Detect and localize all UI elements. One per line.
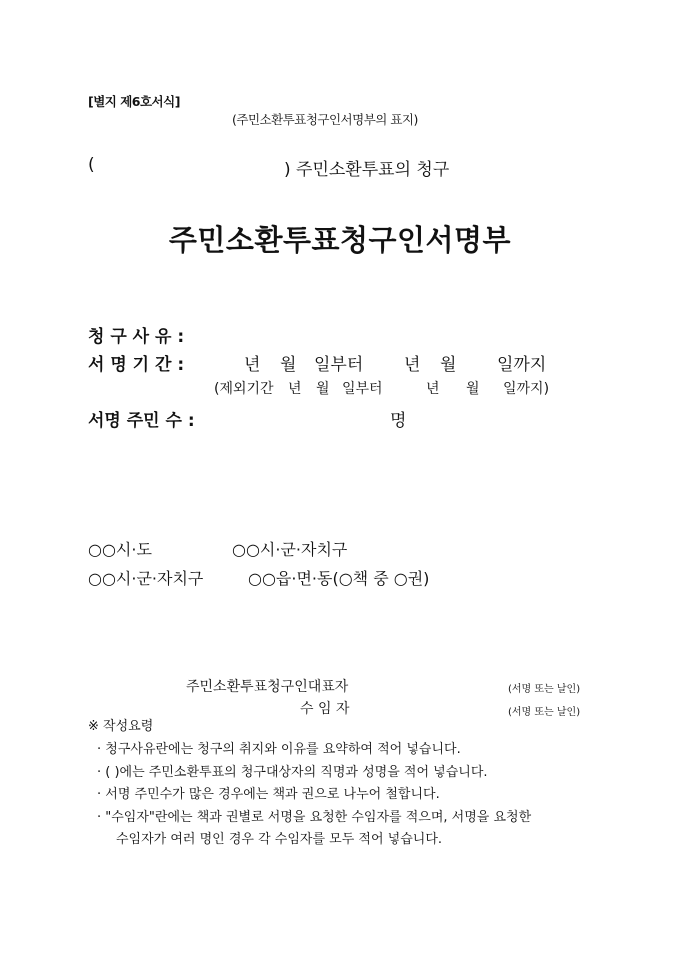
period-day-start: 일부터 (314, 355, 364, 375)
signers-label: 서명 주민 수 : (88, 411, 195, 431)
agent-label: 수 임 자 (300, 701, 350, 717)
representative-signature-note: (서명 또는 날인) (508, 684, 581, 695)
instruction-item: · 서명 주민수가 많은 경우에는 책과 권으로 나누어 철합니다. (97, 787, 440, 802)
representative-label: 주민소환투표청구인대표자 (186, 679, 349, 695)
location-province: ○○시·도 (88, 540, 152, 559)
petition-open-paren: ( (88, 155, 95, 175)
form-number: [별지 제6호서식] (88, 94, 180, 109)
document-title: 주민소환투표청구인서명부 (168, 223, 512, 257)
excluded-period-label: (제외기간 (214, 381, 274, 397)
period-year-start: 년 (244, 355, 261, 375)
instruction-item: · "수임자"란에는 책과 권별로 서명을 요청한 수임자를 적으며, 서명을 요청한 (97, 810, 532, 825)
agent-signature-note: (서명 또는 날인) (508, 707, 581, 718)
location-city: ○○시·군·자치구 (232, 540, 348, 559)
excluded-day-end: 일까지) (503, 381, 550, 397)
signers-unit: 명 (390, 411, 407, 431)
period-day-end: 일까지 (497, 355, 547, 375)
instruction-item: · 청구사유란에는 청구의 취지와 이유를 요약하여 적어 넣습니다. (97, 742, 461, 757)
excluded-year-start: 년 (288, 381, 302, 397)
excluded-month-end: 월 (466, 381, 480, 397)
excluded-year-end: 년 (426, 381, 440, 397)
period-year-end: 년 (404, 355, 421, 375)
period-month-start: 월 (280, 355, 297, 375)
period-label: 서 명 기 간 : (88, 355, 185, 375)
instruction-item-continuation: 수임자가 여러 명인 경우 각 수임자를 모두 적어 넣습니다. (116, 832, 443, 847)
location-district: ○○시·군·자치구 (88, 569, 204, 588)
excluded-month-start: 월 (316, 381, 330, 397)
location-town-book: ○○읍·면·동(○책 중 ○권) (248, 569, 430, 588)
cover-note: (주민소환투표청구인서명부의 표지) (232, 112, 418, 127)
instructions-heading: ※ 작성요령 (88, 719, 154, 734)
instruction-item: · ( )에는 주민소환투표의 청구대상자의 직명과 성명을 적어 넣습니다. (97, 765, 488, 780)
petition-heading: ) 주민소환투표의 청구 (284, 160, 450, 180)
excluded-day-start: 일부터 (342, 381, 383, 397)
reason-label: 청 구 사 유 : (88, 327, 185, 347)
period-month-end: 월 (440, 355, 457, 375)
